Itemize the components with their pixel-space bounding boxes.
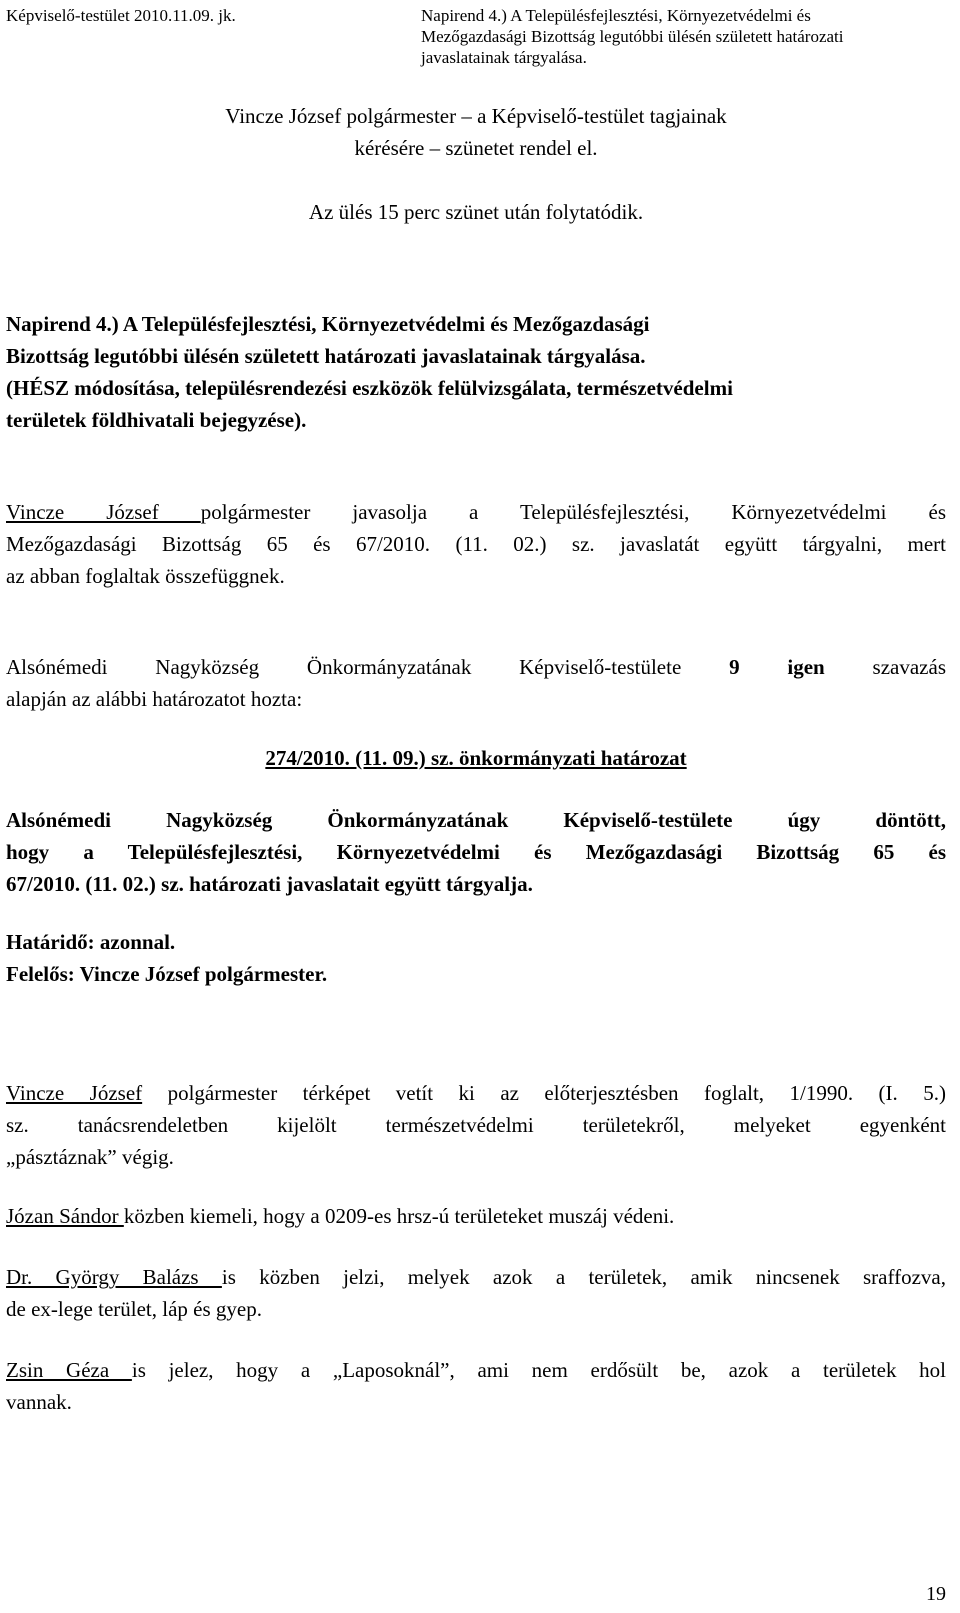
vote-count: 9 igen [729, 655, 825, 679]
agenda-subtitle-line: (HÉSZ módosítása, településrendezési eszközök felülvizsgálata, természetvédelmi [6, 376, 733, 400]
speaker-name: Dr. György Balázs [6, 1265, 222, 1289]
speaker-name: Józan Sándor [6, 1204, 124, 1228]
resolution-deadline: Határidő: azonnal. Felelős: Vincze József polgármester. [6, 926, 946, 990]
resolution-body: Alsónémedi Nagyközség Önkormányzatának Képviselő-testülete úgy döntött, hogy a Településfejlesztési, Környezetvédelmi és Mezőgazdasági Bizottság 65 és 67/2010. (11. 02.) sz. határozati javaslatait együtt tárgyalja. [6, 808, 946, 896]
speaker-name: Vincze József [6, 500, 201, 524]
discussion-entry: Vincze József polgármester térképet vetít ki az előterjesztésben foglalt, 1/1990. (I. 5.) sz. tanácsrendeletben kijelölt természetvédelmi területekről, melyeket egyenként „pásztáznak” végig. [6, 1081, 946, 1169]
header-agenda-line: Mezőgazdasági Bizottság legutóbbi ülésén született határozati [421, 27, 844, 46]
page-header [6, 5, 946, 69]
break-notice-line: kérésére – szünetet rendel el. [354, 136, 598, 160]
discussion-entry: Dr. György Balázs is közben jelzi, melyek azok a területek, amik nincsenek sraffozva, de ex-lege terület, láp és gyep. [6, 1265, 946, 1321]
proposal-paragraph: Vincze József polgármester javasolja a Településfejlesztési, Környezetvédelmi és Mezőgazdasági Bizottság 65 és 67/2010. (11. 02.) sz. javaslatát együtt tárgyalni, mert az abban foglaltak összefüggnek. [6, 500, 947, 588]
agenda-title-line: Bizottság legutóbbi ülésén született határozati javaslatainak tárgyalása. [6, 344, 646, 368]
speaker-name: Zsin Géza [6, 1358, 132, 1382]
agenda-title-line: Napirend 4.) A Településfejlesztési, Környezetvédelmi és Mezőgazdasági [6, 312, 650, 336]
header-meeting-reference: Képviselő-testület 2010.11.09. jk. [6, 6, 236, 25]
discussion-entry: Józan Sándor közben kiemeli, hogy a 0209-es hrsz-ú területeket muszáj védeni. [6, 1204, 675, 1228]
speaker-name: Vincze József [6, 1081, 143, 1105]
agenda-subtitle [6, 372, 946, 436]
resume-notice: Az ülés 15 perc szünet után folytatódik. [308, 200, 644, 224]
break-notice [6, 100, 946, 164]
header-agenda-line: Napirend 4.) A Településfejlesztési, Környezetvédelmi és [421, 6, 811, 25]
agenda-subtitle-line: területek földhivatali bejegyzése). [6, 408, 307, 432]
resolution-number: 274/2010. (11. 09.) sz. önkormányzati határozat [265, 746, 687, 770]
resolution-responsible: Felelős: Vincze József polgármester. [6, 962, 328, 986]
break-notice-line: Vincze József polgármester – a Képviselő-testület tagjainak [225, 104, 727, 128]
discussion-entry: Zsin Géza is jelez, hogy a „Laposoknál”, ami nem erdősült be, azok a területek hol vannak. [6, 1358, 946, 1414]
agenda-title [6, 308, 946, 372]
page-number: 19 [926, 1583, 946, 1605]
vote-paragraph: Alsónémedi Nagyközség Önkormányzatának Képviselő-testülete 9 igen szavazás alapján az alábbi határozatot hozta: [6, 655, 946, 711]
header-agenda-reference [421, 5, 941, 68]
header-agenda-line: javaslatainak tárgyalása. [421, 48, 587, 67]
